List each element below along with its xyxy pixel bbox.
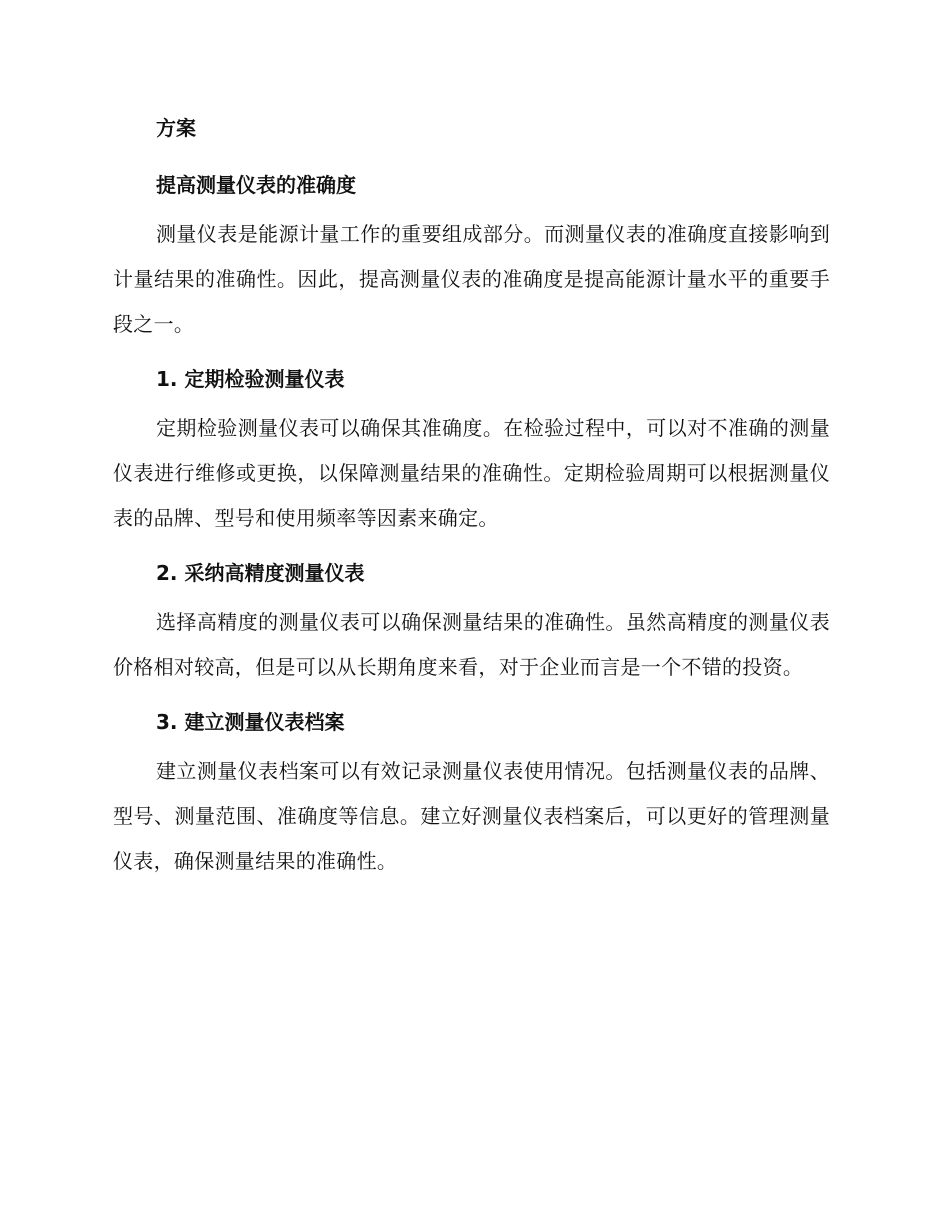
item-body-1: 定期检验测量仪表可以确保其准确度。在检验过程中，可以对不准确的测量仪表进行维修或更换，以保障测量结果的准确性。定期检验周期可以根据测量仪表的品牌、型号和使用频率等因素来确定。 <box>113 416 830 530</box>
item-heading-2: 2. 采纳高精度测量仪表 <box>156 561 365 585</box>
document-title: 方案 <box>156 116 196 140</box>
item-heading-3: 3. 建立测量仪表档案 <box>156 710 345 734</box>
item-heading-1: 1. 定期检验测量仪表 <box>156 367 345 391</box>
intro-paragraph: 测量仪表是能源计量工作的重要组成部分。而测量仪表的准确度直接影响到计量结果的准确性。因此，提高测量仪表的准确度是提高能源计量水平的重要手段之一。 <box>113 222 830 336</box>
section-heading: 提高测量仪表的准确度 <box>156 173 356 197</box>
document-content <box>113 108 830 884</box>
item-body-2: 选择高精度的测量仪表可以确保测量结果的准确性。虽然高精度的测量仪表价格相对较高，但是可以从长期角度来看，对于企业而言是一个不错的投资。 <box>113 610 830 679</box>
item-body-3: 建立测量仪表档案可以有效记录测量仪表使用情况。包括测量仪表的品牌、型号、测量范围、准确度等信息。建立好测量仪表档案后，可以更好的管理测量仪表，确保测量结果的准确性。 <box>113 759 830 873</box>
